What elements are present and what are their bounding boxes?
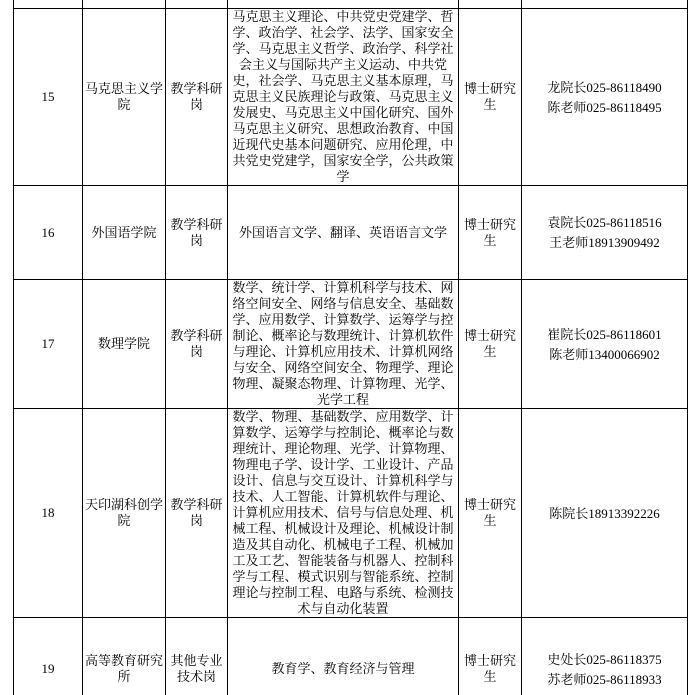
row-number-cell: 17: [14, 280, 83, 409]
row-number-cell: 16: [14, 186, 83, 280]
college-cell: 外国语学院: [83, 186, 166, 280]
table-row: [14, 618, 688, 695]
contact-cell: [522, 186, 688, 280]
contact-cell: [522, 280, 688, 409]
empty-cell: [228, 0, 459, 9]
contact-cell: [522, 9, 688, 186]
majors-cell: 马克思主义理论、中共党史党建学、哲学、政治学、社会学、法学、国家安全学、马克思主义哲学、政治学、科学社会主义与国际共产主义运动、中共党史，社会学、马克思主义基本原理，马克思主义民族理论与政策、马克思主义发展史、马克思主义中国化研究、国外马克思主义研究、思想政治教育、中国近现代史基本问题研究、应用伦理，中共党史党建学，国家安全学，公共政策学: [228, 9, 459, 186]
post-type-cell: 教学科研岗: [166, 186, 228, 280]
empty-cell: [166, 0, 228, 9]
row-number-cell: 15: [14, 9, 83, 186]
degree-cell: 博士研究生: [459, 186, 522, 280]
table-row-partial: [14, 0, 688, 9]
degree-cell: 博士研究生: [459, 280, 522, 409]
college-cell: 马克思主义学院: [83, 9, 166, 186]
empty-cell: [459, 0, 522, 9]
degree-cell: 博士研究生: [459, 618, 522, 695]
table-row: [14, 409, 688, 618]
contact-line: 陈老师13400066902: [549, 346, 660, 362]
row-number-cell: 19: [14, 618, 83, 695]
post-type-cell: 教学科研岗: [166, 9, 228, 186]
contact-line: 龙院长025-86118490: [547, 79, 662, 95]
contact-line: 袁院长025-86118516: [547, 215, 662, 230]
contact-line: 崔院长025-86118601: [547, 326, 662, 342]
recruitment-table: [13, 0, 688, 695]
contact-line: 王老师18913909492: [549, 235, 660, 250]
post-type-cell: 教学科研岗: [166, 409, 228, 618]
contact-cell: [522, 409, 688, 618]
contact-cell: [522, 618, 688, 695]
empty-cell: [14, 0, 83, 9]
degree-cell: 博士研究生: [459, 9, 522, 186]
majors-cell: 数学、物理、基础数学、应用数学、计算数学、运筹学与控制论、概率论与数理统计、理论物理、光学、计算物理、物理电子学、设计学、工业设计、产品设计、信息与交互设计、计算机科学与技术、人工智能、计算机软件与理论、计算机应用技术、信号与信息处理、机械工程、机械设计及理论、机械设计制造及其自动化、机械电子工程、机械加工及工艺、智能装备与机器人、控制科学与工程、模式识别与智能系统、控制理论与控制工程、电路与系统、检测技术与自动化装置: [228, 409, 459, 618]
contact-line: 陈老师025-86118495: [547, 99, 662, 115]
college-cell: 天印湖科创学院: [83, 409, 166, 618]
row-number-cell: 18: [14, 409, 83, 618]
table-row: [14, 186, 688, 280]
table-row: [14, 280, 688, 409]
post-type-cell: 教学科研岗: [166, 280, 228, 409]
contact-line: 苏老师025-86118933: [547, 671, 662, 687]
college-cell: 数理学院: [83, 280, 166, 409]
degree-cell: 博士研究生: [459, 409, 522, 618]
table-row: [14, 9, 688, 186]
contact-line: 史处长025-86118375: [547, 651, 662, 667]
majors-cell: 数学、统计学、计算机科学与技术、网络空间安全、网络与信息安全、基础数学、应用数学、计算数学、运筹学与控制论、概率论与数理统计、计算机软件与理论、计算机应用技术、计算机网络与安全、网络空间安全、物理学、理论物理、凝聚态物理、计算物理、光学、光学工程: [228, 280, 459, 409]
majors-cell: 外国语言文学、翻译、英语语言文学: [228, 186, 459, 280]
post-type-cell: 其他专业技术岗: [166, 618, 228, 695]
majors-cell: 教育学、教育经济与管理: [228, 618, 459, 695]
college-cell: 高等教育研究所: [83, 618, 166, 695]
empty-cell: [83, 0, 166, 9]
contact-line: 陈院长18913392226: [549, 505, 660, 521]
empty-cell: [522, 0, 688, 9]
